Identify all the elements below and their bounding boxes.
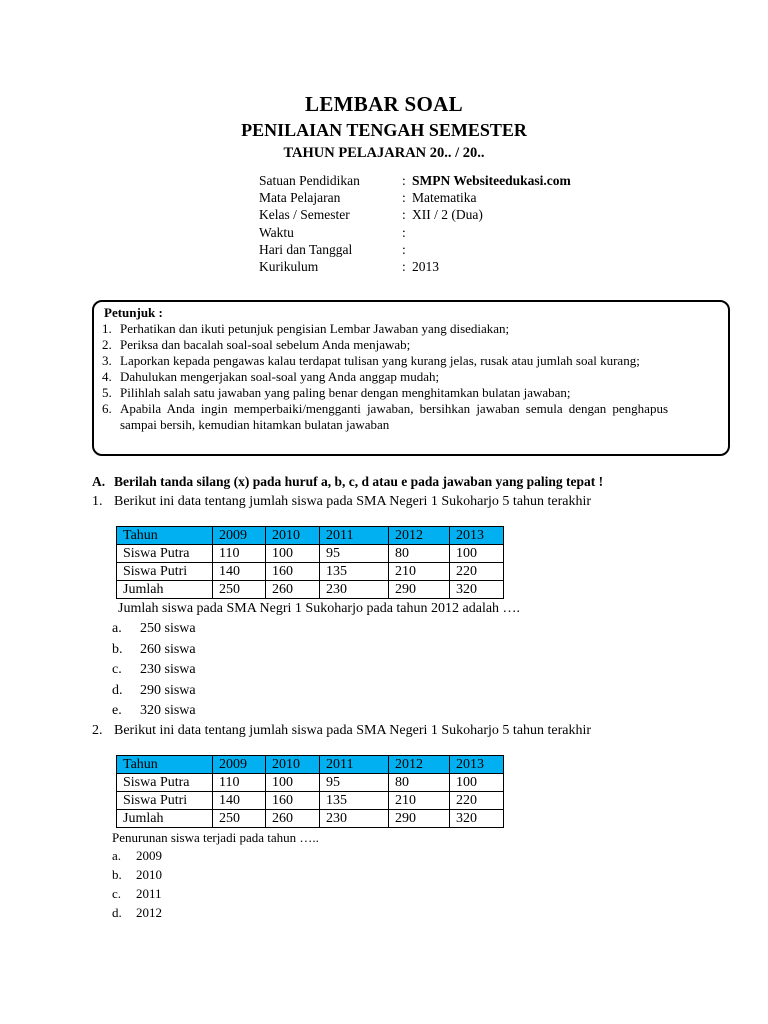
table-row bbox=[117, 545, 504, 563]
info-colon: : bbox=[402, 241, 406, 257]
table-cell: 2011 bbox=[320, 756, 389, 774]
table-cell: 2013 bbox=[450, 527, 504, 545]
table-cell: 220 bbox=[450, 563, 504, 581]
option-letter: d. bbox=[112, 905, 122, 920]
instruction-number: 1. bbox=[102, 321, 112, 336]
instruction-number: 6. bbox=[102, 401, 112, 416]
instruction-text: Apabila Anda ingin memperbaiki/mengganti jawaban, bersihkan jawaban semula dengan penghapus sampai bersih, kemudian hitamkan bulatan jawaban bbox=[120, 401, 668, 432]
answer-option[interactable] bbox=[112, 865, 162, 884]
option-text: 230 siswa bbox=[140, 662, 196, 677]
table-cell: Siswa Putra bbox=[117, 545, 213, 563]
table-cell: 100 bbox=[266, 774, 320, 792]
info-colon: : bbox=[402, 224, 406, 240]
section-a-heading bbox=[92, 474, 603, 490]
instruction-number: 2. bbox=[102, 337, 112, 352]
question-text: Berikut ini data tentang jumlah siswa pada SMA Negeri 1 Sukoharjo 5 tahun terakhir bbox=[114, 723, 592, 738]
instructions-list bbox=[102, 321, 668, 433]
answer-option[interactable] bbox=[112, 903, 162, 922]
info-label: Satuan Pendidikan bbox=[259, 173, 360, 188]
option-letter: e. bbox=[112, 703, 122, 718]
question-number: 1. bbox=[92, 494, 103, 509]
table-cell: 2010 bbox=[266, 756, 320, 774]
table-cell: 80 bbox=[389, 545, 450, 563]
section-letter: A. bbox=[92, 474, 106, 489]
option-letter: c. bbox=[112, 886, 122, 901]
table-cell: 2009 bbox=[213, 527, 266, 545]
option-text: 2012 bbox=[136, 905, 162, 920]
table-cell: 230 bbox=[320, 810, 389, 828]
question-number: 2. bbox=[92, 723, 103, 738]
question-1-table bbox=[116, 526, 504, 599]
document-title: LEMBAR SOAL bbox=[305, 92, 463, 116]
info-label: Mata Pelajaran bbox=[259, 190, 341, 206]
question-1-options bbox=[112, 619, 196, 722]
info-colon: : bbox=[402, 173, 406, 188]
question-2-stem: Penurunan siswa terjadi pada tahun ….. bbox=[112, 830, 319, 845]
table-cell: 320 bbox=[450, 581, 504, 599]
instruction-number: 5. bbox=[102, 385, 112, 400]
option-text: 2010 bbox=[136, 867, 162, 882]
academic-year: TAHUN PELAJARAN 20.. / 20.. bbox=[283, 145, 485, 161]
table-cell: Jumlah bbox=[117, 581, 213, 599]
instructions-box bbox=[92, 300, 730, 456]
table-cell: 210 bbox=[389, 792, 450, 810]
document-subtitle: PENILAIAN TENGAH SEMESTER bbox=[241, 120, 527, 140]
table-cell: 210 bbox=[389, 563, 450, 581]
instruction-item bbox=[102, 337, 668, 353]
instruction-number: 4. bbox=[102, 369, 112, 384]
table-cell: 100 bbox=[450, 774, 504, 792]
table-cell: 110 bbox=[213, 545, 266, 563]
info-value: SMPN Websiteedukasi.com bbox=[412, 173, 571, 188]
option-letter: b. bbox=[112, 867, 122, 882]
table-cell: 250 bbox=[213, 810, 266, 828]
table-cell: 260 bbox=[266, 810, 320, 828]
answer-option[interactable] bbox=[112, 884, 162, 903]
option-text: 2011 bbox=[136, 886, 162, 901]
table-cell: 135 bbox=[320, 792, 389, 810]
table-row bbox=[117, 581, 504, 599]
instruction-item bbox=[102, 353, 668, 369]
table-cell: 250 bbox=[213, 581, 266, 599]
info-value: XII / 2 (Dua) bbox=[412, 207, 483, 223]
table-cell: 160 bbox=[266, 792, 320, 810]
answer-option[interactable] bbox=[112, 640, 196, 661]
option-text: 250 siswa bbox=[140, 621, 196, 636]
table-cell: 290 bbox=[389, 581, 450, 599]
option-letter: b. bbox=[112, 641, 123, 657]
question-text: Berikut ini data tentang jumlah siswa pada SMA Negeri 1 Sukoharjo 5 tahun terakhir bbox=[114, 494, 592, 509]
table-cell: 320 bbox=[450, 810, 504, 828]
table-row bbox=[117, 774, 504, 792]
table-cell: 2010 bbox=[266, 527, 320, 545]
answer-option[interactable] bbox=[112, 701, 196, 722]
table-row bbox=[117, 792, 504, 810]
option-letter: d. bbox=[112, 682, 123, 698]
instruction-item bbox=[102, 401, 668, 433]
question-2-table bbox=[116, 755, 504, 828]
table-cell: 95 bbox=[320, 774, 389, 792]
table-cell: 110 bbox=[213, 774, 266, 792]
instruction-text: Periksa dan bacalah soal-soal sebelum Anda menjawab; bbox=[120, 337, 411, 352]
info-colon: : bbox=[402, 207, 406, 223]
table-cell: 230 bbox=[320, 581, 389, 599]
option-letter: a. bbox=[112, 848, 122, 863]
section-instruction: Berilah tanda silang (x) pada huruf a, b, c, d atau e pada jawaban yang paling tepat ! bbox=[114, 474, 604, 489]
table-cell: 135 bbox=[320, 563, 389, 581]
answer-option[interactable] bbox=[112, 619, 196, 640]
option-text: 320 siswa bbox=[140, 703, 196, 718]
instruction-number: 3. bbox=[102, 353, 112, 368]
table-cell: 2011 bbox=[320, 527, 389, 545]
table-cell: Siswa Putra bbox=[117, 774, 213, 792]
info-colon: : bbox=[402, 258, 406, 274]
table-cell: 220 bbox=[450, 792, 504, 810]
table-cell: 260 bbox=[266, 581, 320, 599]
answer-option[interactable] bbox=[112, 660, 196, 681]
question-1-stem: Jumlah siswa pada SMA Negri 1 Sukoharjo pada tahun 2012 adalah …. bbox=[118, 601, 521, 616]
option-text: 2009 bbox=[136, 848, 162, 863]
table-cell: 160 bbox=[266, 563, 320, 581]
table-cell: 2009 bbox=[213, 756, 266, 774]
table-cell: 2013 bbox=[450, 756, 504, 774]
option-letter: c. bbox=[112, 662, 122, 677]
table-row bbox=[117, 810, 504, 828]
table-cell: 2012 bbox=[389, 527, 450, 545]
table-cell: Tahun bbox=[117, 756, 213, 774]
table-cell: 140 bbox=[213, 563, 266, 581]
table-cell: 2012 bbox=[389, 756, 450, 774]
instruction-text: Pilihlah salah satu jawaban yang paling benar dengan menghitamkan bulatan jawaban; bbox=[120, 385, 571, 400]
table-cell: 95 bbox=[320, 545, 389, 563]
option-text: 290 siswa bbox=[140, 682, 196, 698]
info-value: 2013 bbox=[412, 258, 439, 274]
table-cell: 140 bbox=[213, 792, 266, 810]
question-1 bbox=[92, 494, 591, 510]
question-2 bbox=[92, 723, 591, 739]
table-row bbox=[117, 563, 504, 581]
answer-option[interactable] bbox=[112, 846, 162, 865]
instruction-text: Perhatikan dan ikuti petunjuk pengisian Lembar Jawaban yang disediakan; bbox=[120, 321, 510, 336]
instructions-title: Petunjuk : bbox=[104, 305, 163, 320]
info-label: Waktu bbox=[259, 224, 294, 240]
table-cell: Tahun bbox=[117, 527, 213, 545]
table-cell: Siswa Putri bbox=[117, 563, 213, 581]
table-cell: 290 bbox=[389, 810, 450, 828]
table-cell: 100 bbox=[450, 545, 504, 563]
option-text: 260 siswa bbox=[140, 641, 196, 657]
instruction-text: Dahulukan mengerjakan soal-soal yang Anda anggap mudah; bbox=[120, 369, 440, 384]
info-value: Matematika bbox=[412, 190, 477, 206]
instruction-item bbox=[102, 385, 668, 401]
info-label: Hari dan Tanggal bbox=[259, 241, 353, 257]
table-cell: 80 bbox=[389, 774, 450, 792]
table-cell: Jumlah bbox=[117, 810, 213, 828]
table-cell: Siswa Putri bbox=[117, 792, 213, 810]
info-colon: : bbox=[402, 190, 406, 206]
instruction-item bbox=[102, 369, 668, 385]
option-letter: a. bbox=[112, 621, 122, 636]
info-label: Kelas / Semester bbox=[259, 207, 350, 223]
instruction-item bbox=[102, 321, 668, 337]
question-2-options bbox=[112, 846, 162, 922]
table-header-row bbox=[117, 527, 504, 545]
table-header-row bbox=[117, 756, 504, 774]
table-cell: 100 bbox=[266, 545, 320, 563]
answer-option[interactable] bbox=[112, 681, 196, 702]
info-label: Kurikulum bbox=[259, 258, 319, 274]
instruction-text: Laporkan kepada pengawas kalau terdapat tulisan yang kurang jelas, rusak atau jumlah soal kurang; bbox=[120, 353, 640, 368]
